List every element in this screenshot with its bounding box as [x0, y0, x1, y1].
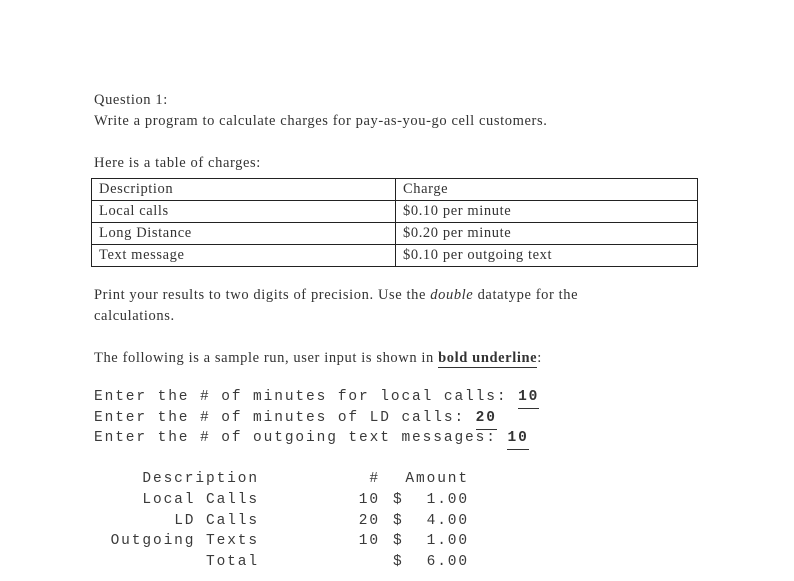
output-row-description: Local Calls [142, 492, 259, 508]
output-total-amount: 6.00 [426, 554, 469, 570]
output-row-currency: $ [393, 513, 404, 529]
table-row [92, 223, 698, 245]
sample-intro-text: The following is a sample run, user input is shown in [94, 350, 439, 366]
row-charge: $0.10 per outgoing text [396, 245, 698, 267]
precision-note-text-end: datatype for the [473, 287, 579, 303]
sample-intro-colon: : [537, 350, 542, 366]
table-intro: Here is a table of charges: [94, 155, 261, 171]
precision-note-line2: calculations. [94, 308, 175, 324]
output-row-count: 10 [358, 492, 380, 508]
output-header-description: Description [142, 471, 259, 487]
prompt-line [94, 389, 539, 405]
prompt-text: Enter the # of minutes for local calls: [94, 389, 519, 405]
sample-intro [94, 350, 542, 367]
row-charge: $0.10 per minute [396, 201, 698, 223]
output-row-amount: 4.00 [426, 513, 469, 529]
row-description: Text message [92, 245, 396, 267]
output-row-count: 10 [358, 533, 380, 549]
sample-intro-bold: bold underline [438, 350, 538, 366]
row-charge: $0.20 per minute [396, 223, 698, 245]
output-total-currency: $ [393, 554, 404, 570]
precision-note-emphasis: double [430, 287, 474, 303]
prompt-text: Enter the # of minutes of LD calls: [94, 410, 476, 426]
question-prompt: Write a program to calculate charges for pay-as-you-go cell customers. [94, 113, 548, 129]
user-input: 10 [518, 389, 539, 409]
prompt-text: Enter the # of outgoing text messages: [94, 430, 508, 446]
precision-note-line1 [94, 287, 578, 304]
header-description: Description [92, 179, 396, 201]
user-input: 20 [476, 410, 497, 430]
user-input: 10 [507, 430, 528, 450]
output-header-count: # [369, 471, 380, 487]
row-description: Local calls [92, 201, 396, 223]
table-row [92, 245, 698, 267]
table-row [92, 201, 698, 223]
output-row-currency: $ [393, 533, 404, 549]
output-row-count: 20 [358, 513, 380, 529]
output-row-amount: 1.00 [426, 492, 469, 508]
output-row-description: Outgoing Texts [110, 533, 259, 549]
question-title: Question 1: [94, 92, 168, 108]
prompt-line [94, 410, 497, 426]
output-total-label: Total [205, 554, 259, 570]
prompt-line [94, 430, 529, 446]
precision-note-text: Print your results to two digits of precision. Use the [94, 287, 431, 303]
header-charge: Charge [396, 179, 698, 201]
output-header-amount: Amount [405, 471, 469, 487]
output-row-amount: 1.00 [426, 533, 469, 549]
charges-table [91, 178, 698, 267]
table-header-row [92, 179, 698, 201]
row-description: Long Distance [92, 223, 396, 245]
output-row-description: LD Calls [174, 513, 259, 529]
output-row-currency: $ [393, 492, 404, 508]
